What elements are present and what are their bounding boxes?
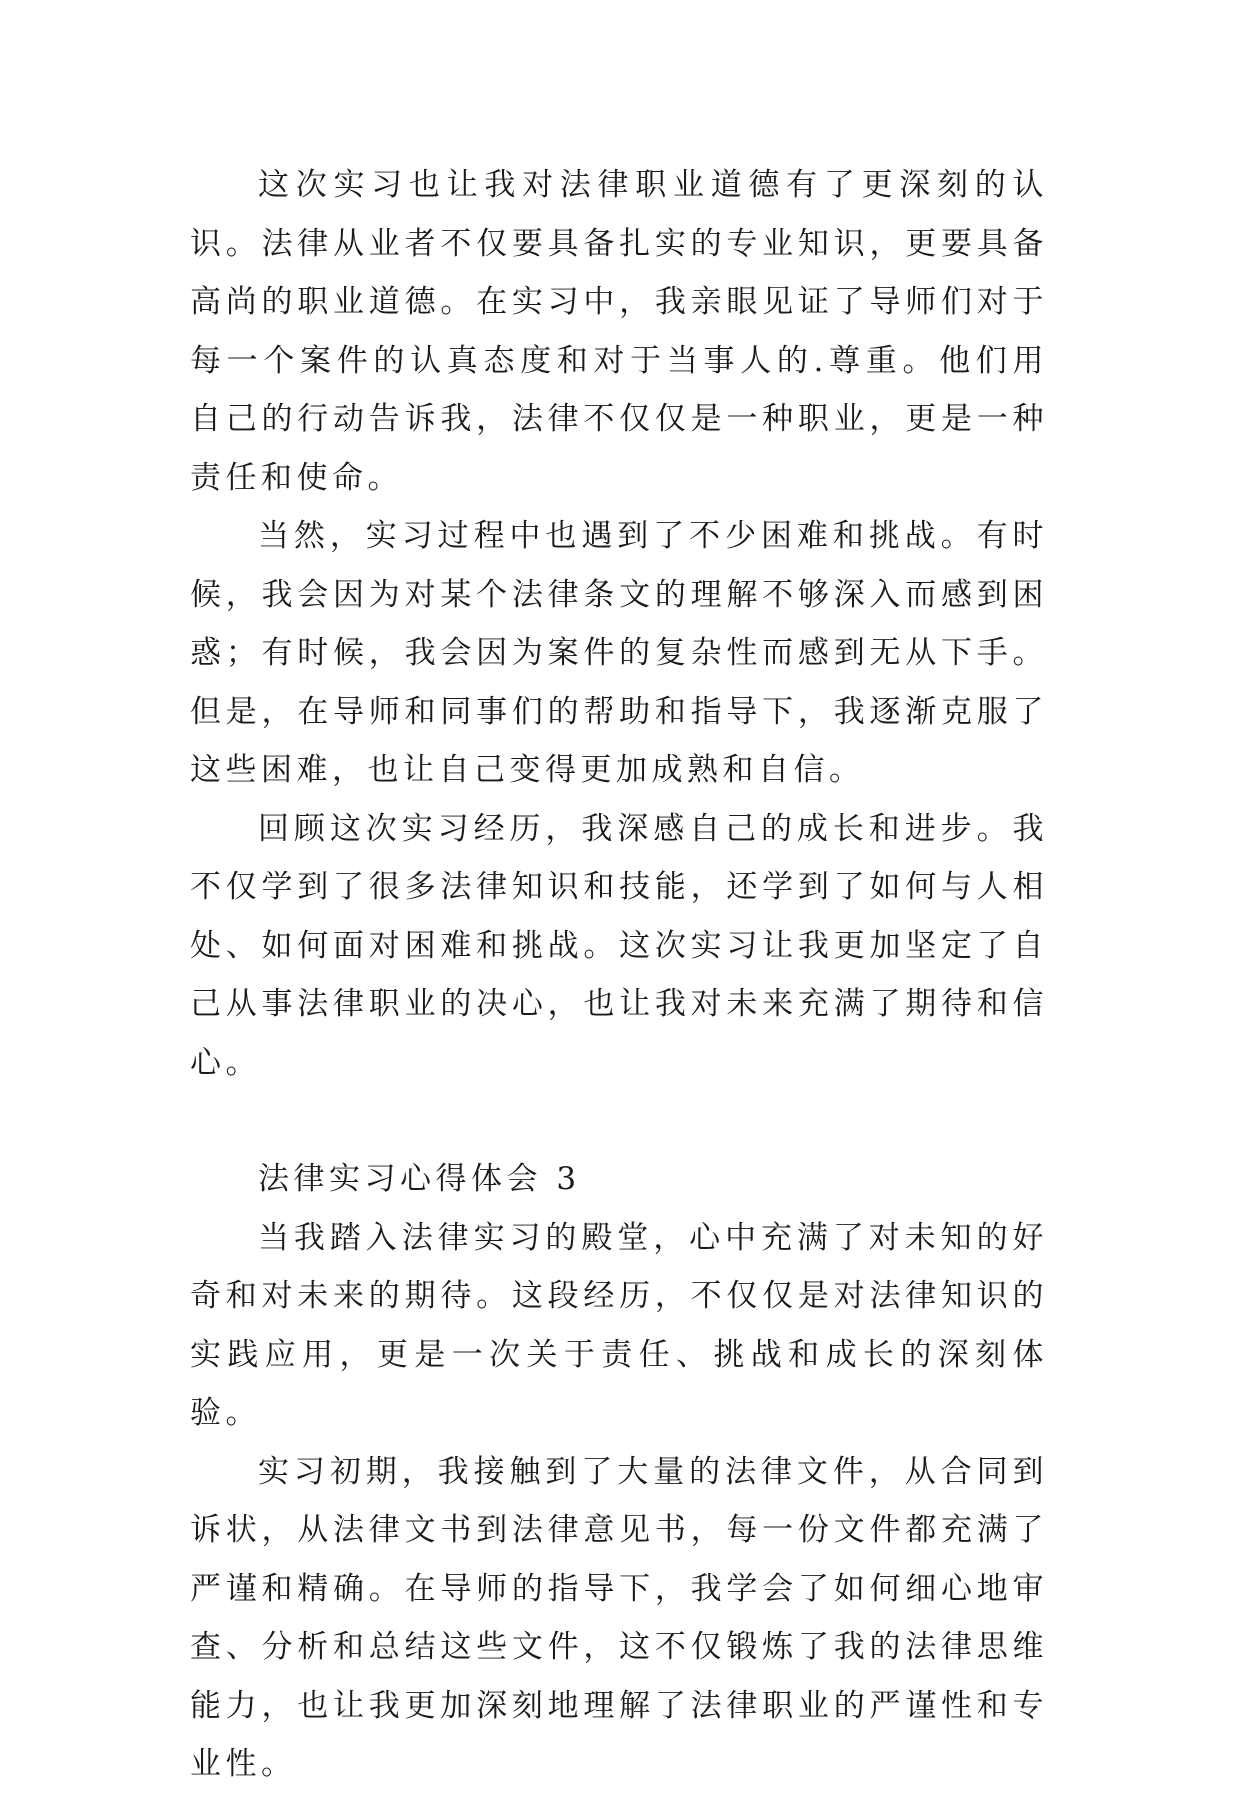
paragraph-intro: 当我踏入法律实习的殿堂，心中充满了对未知的好奇和对未来的期待。这段经历，不仅仅是对法律知识的实践应用，更是一次关于责任、挑战和成长的深刻体验。 [190, 1219, 1048, 1431]
paragraph-reflection: 回顾这次实习经历，我深感自己的成长和进步。我不仅学到了很多法律知识和技能，还学到了如何与人相处、如何面对困难和挑战。这次实习让我更加坚定了自己从事法律职业的决心，也让我对未来充满了期待和信心。 [190, 810, 1048, 1081]
paragraph-early-internship: 实习初期，我接触到了大量的法律文件，从合同到诉状，从法律文书到法律意见书，每一份文件都充满了严谨和精确。在导师的指导下，我学会了如何细心地审查、分析和总结这些文件，这不仅锻炼了我的法律思维能力，也让我更加深刻地理解了法律职业的严谨性和专业性。 [190, 1453, 1048, 1782]
paragraph-difficulties: 当然，实习过程中也遇到了不少困难和挑战。有时候，我会因为对某个法律条文的理解不够深入而感到困惑；有时候，我会因为案件的复杂性而感到无从下手。但是，在导师和同事们的帮助和指导下，我逐渐克服了这些困难，也让自己变得更加成熟和自信。 [190, 518, 1048, 788]
section-title: 法律实习心得体会 3 [258, 1161, 581, 1197]
paragraph-professional-ethics: 这次实习也让我对法律职业道德有了更深刻的认识。法律从业者不仅要具备扎实的专业知识，更要具备高尚的职业道德。在实习中，我亲眼见证了导师们对于每一个案件的认真态度和对于当事人的.尊重。他们用自己的行动告诉我，法律不仅仅是一种职业，更是一种责任和使命。 [190, 167, 1048, 496]
document-body [190, 156, 1048, 1794]
